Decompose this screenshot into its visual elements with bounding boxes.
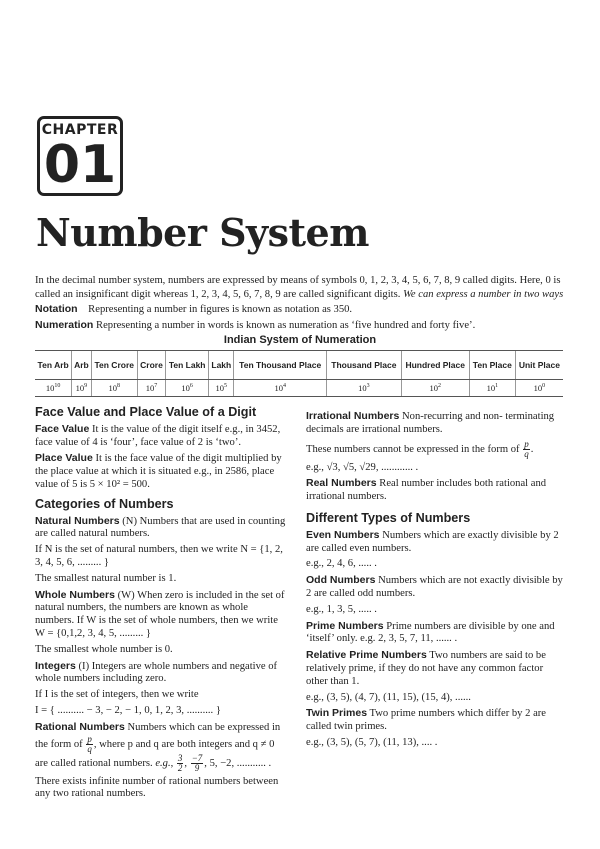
section-heading-face-place: Face Value and Place Value of a Digit	[35, 405, 257, 419]
place-value-paragraph: Place Value It is the face value of the digit multiplied by the place value at which it is situated e.g., in 2586, place value of 5 is 5 × 10² = 500.	[35, 452, 282, 490]
twin-primes-paragraph: Twin Primes Two prime numbers which differ by 2 are called twin primes.	[306, 707, 547, 733]
face-value-paragraph: Face Value It is the value of the digit itself e.g., in 3452, face value of 4 is ‘four’, face value of 2 is ‘two’.	[35, 422, 281, 448]
odd-numbers-paragraph: Odd Numbers Numbers which are not exactly divisible by 2 are called odd numbers.	[306, 574, 563, 599]
left-column	[35, 404, 287, 804]
relative-prime-paragraph: Relative Prime Numbers Two numbers are said to be relatively prime, if they do not have any common factor other than 1.	[306, 649, 546, 687]
natural-smallest-paragraph: The smallest natural number is 1.	[35, 572, 177, 584]
chapter-number: 01	[43, 135, 117, 195]
table-header-cell: Crore	[137, 351, 165, 380]
table-header-cell: Arb	[72, 351, 91, 380]
table-header-cell: Hundred Place	[401, 351, 469, 380]
table-row	[35, 380, 563, 397]
even-numbers-paragraph: Even Numbers Numbers which are exactly divisible by 2 are called even numbers.	[306, 528, 559, 554]
table-cell: $10^7$	[137, 380, 165, 397]
table-cell: $10^3$	[327, 380, 401, 397]
table-header-cell: Ten Arb	[35, 351, 72, 380]
table-header-cell: Unit Place	[515, 351, 563, 380]
notation-paragraph: Notation Representing a number in figures is known as notation as 350.	[35, 303, 353, 315]
intro-paragraph: In the decimal number system, numbers are expressed by means of symbols 0, 1, 2, 3, 4, 5, 6, 7, 8, 9 called digits. Here, 0 is called an insignificant digit whereas 1, 2, 3, 4, 5, 6, 7, 8, 9 are called significant digits. We can express a number in two ways	[35, 275, 564, 300]
table-header-cell: Ten Thousand Place	[234, 351, 327, 380]
relative-prime-example: e.g., (3, 5), (4, 7), (11, 15), (15, 4), ......	[306, 691, 471, 703]
rational-numbers-paragraph: Rational Numbers Numbers which can be expressed in the form of $\frac{p}{q}$ , where p and q are both integers and q ≠ 0 are called rational numbers. e.g., $\frac{3}{2}$ , $\frac{-7}{9}$ , 5, −2, ........... .	[35, 720, 281, 773]
numeration-table	[35, 350, 563, 397]
table-cell: $10^{10}$	[35, 380, 72, 397]
rational-infinite-paragraph: There exists infinite number of rational numbers between any two rational numbers.	[35, 775, 279, 800]
section-heading-categories: Categories of Numbers	[35, 496, 174, 511]
fraction-example-2: $\frac{-7}{9}$	[191, 752, 203, 773]
section-heading-types: Different Types of Numbers	[306, 510, 471, 525]
chapter-badge	[37, 116, 123, 196]
irrational-numbers-paragraph: Irrational Numbers Non-recurring and non- terminating decimals are irrational numbers.	[306, 410, 555, 435]
table-header-cell: Thousand Place	[327, 351, 401, 380]
odd-example: e.g., 1, 3, 5, ..... .	[306, 603, 377, 615]
irrational-form-paragraph: These numbers cannot be expressed in the form of $\frac{p}{q}$ .	[306, 438, 534, 459]
chapter-label: CHAPTER	[41, 122, 119, 138]
table-header-cell: Lakh	[209, 351, 234, 380]
twin-primes-example: e.g., (3, 5), (5, 7), (11, 13), .... .	[306, 736, 438, 748]
integers-set-intro: If I is the set of integers, then we write	[35, 689, 199, 701]
table-header-row	[35, 351, 563, 380]
page-title: Number System	[36, 210, 369, 255]
numeration-paragraph: Numeration Representing a number in words is known as numeration as ‘five hundred and forty five’.	[35, 318, 476, 331]
irrational-example: e.g., √3, √5, √29, ............ .	[306, 461, 419, 473]
table-header-cell: Ten Lakh	[166, 351, 209, 380]
table-cell: $10^1$	[469, 380, 515, 397]
fraction-p-over-q-2: $\frac{p}{q}$	[524, 438, 529, 459]
prime-numbers-paragraph: Prime Numbers Prime numbers are divisible by one and ‘itself’ only. e.g. 2, 3, 5, 7, 11, ...... .	[306, 619, 555, 645]
integers-paragraph: Integers (I) Integers are whole numbers and negative of whole numbers including zero.	[35, 659, 278, 685]
real-numbers-paragraph: Real Numbers Real number includes both rational and irrational numbers.	[306, 477, 547, 503]
table-header-cell: Ten Place	[469, 351, 515, 380]
integers-set: I = { .......... − 3, − 2, − 1, 0, 1, 2, 3, .......... }	[35, 704, 221, 716]
fraction-p-over-q: $\frac{p}{q}$	[87, 733, 92, 754]
table-header-cell: Ten Crore	[91, 351, 137, 380]
natural-set-paragraph: If N is the set of natural numbers, then we write N = {1, 2, 3, 4, 5, 6, ......... }	[35, 544, 283, 568]
whole-smallest-paragraph: The smallest whole number is 0.	[35, 643, 173, 655]
table-title: Indian System of Numeration	[223, 334, 377, 346]
table-cell: $10^6$	[166, 380, 209, 397]
table-cell: $10^0$	[515, 380, 563, 397]
table-cell: $10^2$	[401, 380, 469, 397]
table-cell: $10^4$	[234, 380, 327, 397]
natural-numbers-paragraph: Natural Numbers (N) Numbers that are used in counting are called natural numbers.	[35, 514, 286, 540]
even-example: e.g., 2, 4, 6, ..... .	[306, 558, 377, 570]
intro-section	[35, 274, 565, 334]
whole-numbers-paragraph: Whole Numbers (W) When zero is included in the set of natural numbers, the numbers are known as whole numbers. If W is the set of whole numbers, then we write W = {0,1,2, 3, 4, 5, ......... }	[35, 588, 285, 639]
table-cell: $10^8$	[91, 380, 137, 397]
fraction-example-1: $\frac{3}{2}$	[177, 752, 183, 773]
right-column	[306, 404, 564, 753]
table-cell: $10^5$	[209, 380, 234, 397]
table-cell: $10^9$	[72, 380, 91, 397]
